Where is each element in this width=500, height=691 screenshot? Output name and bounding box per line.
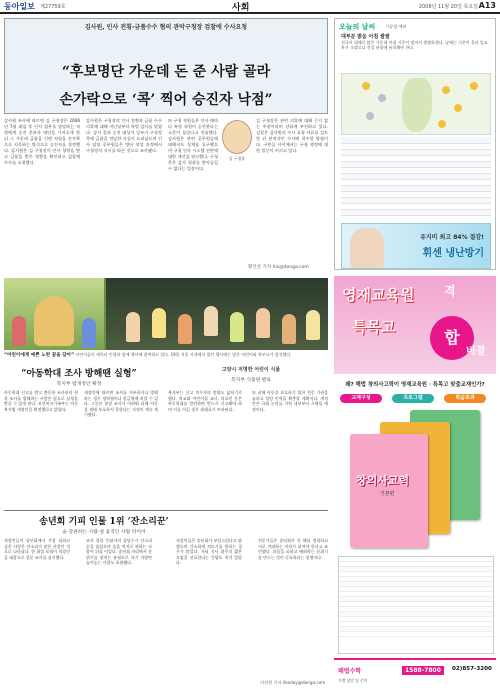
ad-book-stack (350, 410, 484, 550)
mascot-figure (34, 296, 74, 346)
portrait-cartoon (222, 120, 252, 154)
child-figure (306, 310, 320, 340)
aircon-ad-tagline: 유지비 최고 84% 절감! (420, 234, 484, 241)
food-column-1: 복지부는 신고 의무자의 범위도 넓히기로 했다. 학교와 어린이집 교사, 의료인 등은 아동학대를 발견하면 반드시 신고해야 하며 이를 어길 경우 과태료가 부과된다. (168, 390, 242, 412)
section-title: 사회 (232, 3, 250, 13)
weather-subtitle: 기상청 예보 (385, 24, 407, 29)
photo-caption-text: 어린이들이 캐릭터 인형과 함께 행사에 참여하고 있다. 19일 서울 시내에서 열린 행사에는 많은 어린이와 학부모가 참석했다. (75, 352, 292, 357)
child-figure (12, 316, 26, 346)
child-figure (152, 308, 166, 338)
child-figure (230, 312, 244, 342)
child-abuse-column-1: 아동학대 신고를 받고 출동한 조사관의 현장 조사를 방해하는 사람은 앞으로 실형을 받을 수 있게 된다. 보건복지가족부는 아동복지법 개정안을 확정했다고 밝혔다. (4, 390, 78, 412)
aircon-ad-product: 휘센 냉난방기 (422, 248, 484, 259)
sun-icon (362, 82, 370, 90)
ad-banner (334, 276, 496, 374)
weather-headline: 대부분 맑음 아침 쌀쌀 (341, 34, 390, 40)
weather-text: 전국이 대체로 맑은 가운데 아침 기온이 떨어져 쌀쌀하겠다. 낮에는 기온이 올라 일교차가 크겠으니 건강 관리에 유의해야 한다. (341, 40, 488, 51)
cloud-icon (378, 94, 386, 102)
food-headline: 고양시 저명한 어린이 식품 (221, 367, 281, 373)
ad-title-line2: 특목고 (352, 318, 396, 336)
masthead (0, 0, 500, 14)
portrait-caption: 김 구청장 (229, 156, 245, 161)
food-subhead: 복지부 식품원 발표 (230, 378, 272, 383)
lead-column-3: 또 구청 직원들은 인사 때마다 특정 직원이 승진한다는 소문이 돌았다고 진술했다. 감사원은 관련 공무원들에 대해서도 징계를 요구했으며 구청 인사 시스템 전반에 대한 개선을 권고했다. 구청 측은 감사 결과를 받아들일 수 없다는 입장이다. (168, 118, 218, 171)
ad-contact-note: 가맹 상담 및 문의 (338, 678, 368, 683)
issue-date: 2008년 11월 20일 목요일 (418, 4, 478, 10)
ad-phone-primary[interactable]: 1588-7800 (402, 666, 444, 675)
child-figure (82, 318, 96, 348)
child-abuse-subhead: 복지부 법개정안 확정 (56, 382, 102, 387)
ad-badge-text: 격 (444, 284, 456, 298)
weather-table-row (341, 210, 491, 216)
lead-article-body (4, 118, 328, 272)
issue-number: 제27759호 (40, 4, 66, 10)
food-column-2: 또 피해 아동을 보호하기 위한 전문 기관을 늘리고 상담 인력을 확충할 계획이다. 개정안은 국회 논의를 거쳐 내년부터 시행될 예정이다. (252, 390, 328, 412)
aircon-advertisement[interactable] (341, 223, 491, 269)
news-photo (4, 278, 328, 350)
map-landmass (402, 78, 432, 132)
year-end-column-4: 전문가들은 송년회가 한 해를 정리하고 서로 격려하는 자리가 되어야 한다고 조언했다. 과음을 피하고 배려하는 분위기를 만드는 것이 중요하다는 설명이다. (258, 538, 328, 560)
ad-phone-secondary[interactable]: 02)857-3200 (452, 666, 492, 672)
year-end-column-3: 직장인들은 송년회가 부담스럽다고 답했으며 간소하게 치르기를 원하는 경우가 많았다. 저녁 식사 위주의 짧은 모임을 선호한다는 응답도 적지 않았다. (176, 538, 242, 566)
year-end-headline: 송년회 기피 인물 1위 ‘잔소리꾼’ (39, 517, 169, 527)
photo-caption (4, 352, 328, 358)
branch-row (339, 632, 493, 637)
sun-icon (454, 104, 462, 112)
ad-question: 왜? 해법 창의사고력이 영재교육원 · 특목고 맞춤교재인가? (345, 382, 485, 388)
child-figure (178, 314, 192, 344)
book-level: 기본편 (380, 491, 395, 497)
lead-title-line2: 손가락으로 ‘콕’ 찍어 승진자 낙점” (59, 92, 273, 108)
book-title: 창의사고력 (356, 474, 410, 487)
ad-pill-effect: 학습효과 (444, 394, 486, 403)
lead-column-4: 김 구청장은 관련 의혹에 대해 근거 없는 주장이라며 강하게 부인하고 있다. 검찰은 감사원의 수사 요청 자료를 검토한 뒤 본격적인 수사에 착수할 방침이다. 구민들 사이에서는 구청 행정에 대한 불신이 커지고 있다. (256, 118, 328, 153)
page-number: A13 (478, 1, 496, 10)
weather-map (341, 73, 491, 135)
child-abuse-headline: “아동학대 조사 방해땐 실형” (21, 369, 137, 379)
child-figure (204, 306, 218, 336)
sun-icon (438, 120, 446, 128)
photo-caption-title: “어린이에게 예쁜 노란 꿈을 담아” (4, 353, 75, 358)
ad-footer (334, 658, 496, 688)
lead-byline: 황인찬 기자 hic@donga.com (248, 265, 309, 270)
lead-headline-box (4, 18, 328, 114)
education-advertisement[interactable] (334, 276, 496, 688)
weather-table (341, 137, 491, 221)
lead-column-2: 감사원은 구청장의 인사 전횡과 금품 수수 의혹에 대해 지난달부터 특별 감사를 벌였다. 감사 결과 승진 대상자 일부가 구청장 측에 금품을 전달한 사실이 드러났으며 인사 담당 공무원들은 명단 작성 과정에서 구청장의 지시를 따른 것으로 조사됐다. (86, 118, 162, 153)
cloud-icon (366, 112, 374, 120)
newspaper-logo: 동아일보 (4, 2, 35, 11)
sun-icon (470, 82, 478, 90)
year-end-column-2: 조사 결과 응답자의 상당수가 잔소리꾼을 꼽았으며 술을 억지로 권하는 사람이 뒤를 이었다. 송년회 자리에서 분위기를 망치는 유형으로 자기 자랑만 늘어놓는 사람도 포함됐다. (86, 538, 152, 566)
child-figure (256, 308, 270, 338)
ad-pill-program: 프로그램 (392, 394, 434, 403)
lead-title-line1: “후보명단 가운데 돈 준 사람 골라 (61, 64, 271, 80)
year-end-byline: 이진한 기자 likeday@donga.com (260, 680, 326, 685)
ad-title-line1: 영재교육원 (342, 286, 415, 304)
weather-table-header (341, 137, 491, 144)
section-divider (4, 510, 328, 511)
photo-children-panel (106, 278, 328, 350)
sun-icon (442, 86, 450, 94)
child-abuse-column-2: 개정안에 따르면 조사를 거부하거나 방해하는 경우 징역형이나 벌금형에 처할 수 있다. 그동안 현장 조사가 어려워 피해 아동을 제때 보호하지 못한다는 지적이 계속 제기됐다. (84, 390, 158, 418)
child-figure (282, 314, 296, 344)
ad-branch-list (338, 556, 494, 654)
year-end-subhead: 술 강권하는 사람·설 움직인 사람 뒤이어 (62, 530, 146, 535)
ad-pill-structure: 교재구성 (340, 394, 382, 403)
book-cover-front (350, 434, 428, 548)
ad-brand-logo: 해법수학 (338, 668, 362, 675)
child-figure (126, 312, 140, 342)
year-end-column-1: 직장인들이 송년회에서 가장 피하고 싶은 사람은 잔소리가 많은 사람인 것으로 나타났다. 한 취업 포털이 직장인을 대상으로 설문 조사를 실시했다. (4, 538, 70, 560)
weather-title: 오늘의 날씨 (339, 23, 376, 31)
lead-kicker: 김사원, 인사 전횡-금품수수 혐의 관악구청장 검찰에 수사요청 (84, 24, 248, 31)
ad-badge: 합 (430, 316, 474, 360)
lead-column-1: 감사원 조사에 따르면 김 구청장은 2006년 7월 취임 후 인사 업무를 담당하는 직원에게 승진 후보자 명단을 가져오게 한 뒤 그 가운데 금품을 건넨 직원을 손가락으로 지목하는 방식으로 승진자를 결정했다. 감사원은 김 구청장이 인사 청탁을 받고 금품을 받은 정황을 확인하고 검찰에 수사를 요청했다. (4, 118, 80, 165)
ad-model-image (350, 228, 384, 268)
weather-box (334, 18, 496, 270)
photo-mascot-panel (4, 278, 104, 350)
ad-tail-text: 비결 (466, 346, 486, 357)
